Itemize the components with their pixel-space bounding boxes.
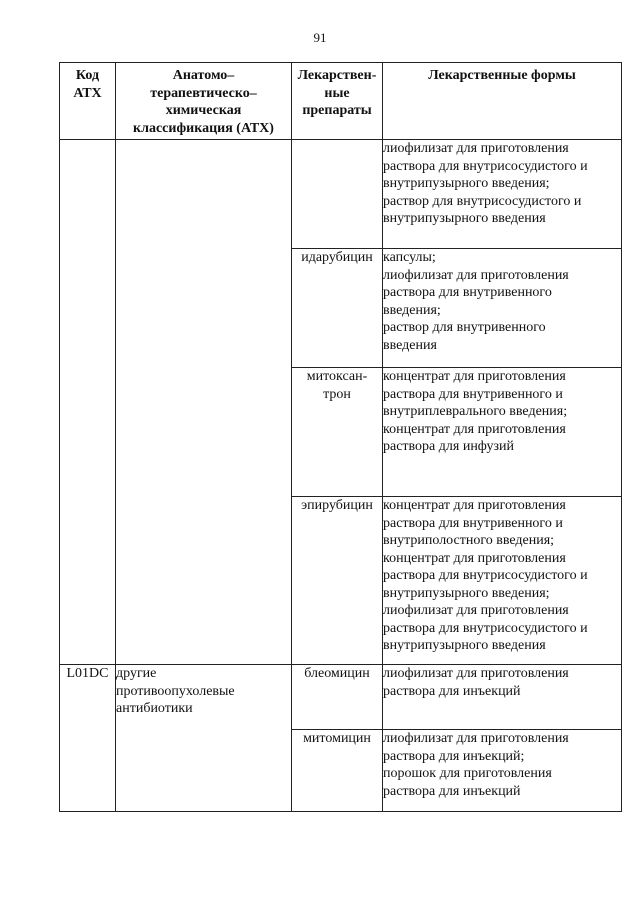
form-line: раствора для инфузий (383, 439, 515, 454)
form-line: лиофилизат для приготовления (383, 731, 569, 746)
form-line: раствора для инъекций (383, 783, 521, 799)
drug-name: митоксан- (306, 369, 368, 384)
form-line: введения; (383, 302, 441, 318)
table-header-row (60, 63, 622, 140)
form-line: раствора для внутрисосудистого и (383, 620, 588, 636)
drug-cell (292, 730, 383, 812)
drug-cell (292, 140, 383, 249)
forms-cell (383, 730, 622, 812)
form-line: концентрат для приготовления (383, 550, 566, 566)
classification-cell (116, 665, 292, 812)
form-line: раствора для внутрисосудистого и (383, 158, 588, 174)
classification-line: другие (116, 666, 157, 681)
drug-name: блеомицин (304, 666, 370, 681)
form-line: лиофилизат для приготовления (383, 141, 569, 156)
form-line: внутрипузырного введения (383, 638, 546, 653)
form-line: внутриполостного введения; (383, 533, 555, 548)
forms-cell (383, 249, 622, 368)
form-line: раствор для внутривенного (383, 320, 546, 335)
classification-line: антибиотики (116, 701, 193, 716)
forms-cell (383, 368, 622, 497)
drug-name: митомицин (303, 731, 371, 746)
form-line: лиофилизат для приготовления (383, 603, 569, 618)
page-number: 91 (313, 30, 327, 45)
form-line: концентрат для приготовления (383, 369, 566, 384)
classification-line: противоопухолевые (116, 683, 235, 699)
drug-name: трон (323, 386, 351, 402)
header-drugs: Лекарствен-ные препараты (292, 63, 383, 140)
forms-cell (383, 665, 622, 730)
drug-cell (292, 665, 383, 730)
form-line: раствора для внутривенного и (383, 515, 563, 531)
form-line: внутриплеврального введения; (383, 404, 568, 419)
form-line: концентрат для приготовления (383, 498, 566, 513)
form-line: раствор для внутрисосудистого и (383, 193, 582, 209)
form-line: лиофилизат для приготовления (383, 666, 569, 681)
form-line: введения (383, 337, 437, 353)
form-line: раствора для внутривенного и (383, 386, 563, 402)
classification-cell (116, 140, 292, 665)
form-line: внутрипузырного введения; (383, 585, 550, 601)
drug-cell (292, 497, 383, 665)
header-code: Код АТХ (60, 63, 116, 140)
form-line: внутрипузырного введения; (383, 176, 550, 191)
drug-cell (292, 368, 383, 497)
header-classification: Анатомо–терапевтическо–химическая классификация (АТХ) (116, 63, 292, 140)
code-cell (60, 140, 116, 665)
form-line: раствора для внутривенного (383, 285, 552, 300)
table-row (60, 665, 622, 730)
atx-table (59, 62, 622, 812)
form-line: порошок для приготовления (383, 766, 552, 781)
header-forms: Лекарственные формы (383, 63, 622, 140)
form-line: капсулы; (383, 250, 436, 265)
drug-name: эпирубицин (301, 498, 373, 513)
form-line: раствора для внутрисосудистого и (383, 568, 588, 583)
drug-cell (292, 249, 383, 368)
table-row (60, 140, 622, 249)
form-line: внутрипузырного введения (383, 211, 546, 226)
forms-cell (383, 140, 622, 249)
drug-name: идарубицин (301, 250, 373, 265)
form-line: концентрат для приготовления (383, 421, 566, 437)
form-line: раствора для инъекций; (383, 748, 525, 764)
form-line: лиофилизат для приготовления (383, 267, 569, 283)
code-cell: L01DC (60, 665, 116, 812)
form-line: раствора для инъекций (383, 683, 521, 699)
forms-cell (383, 497, 622, 665)
